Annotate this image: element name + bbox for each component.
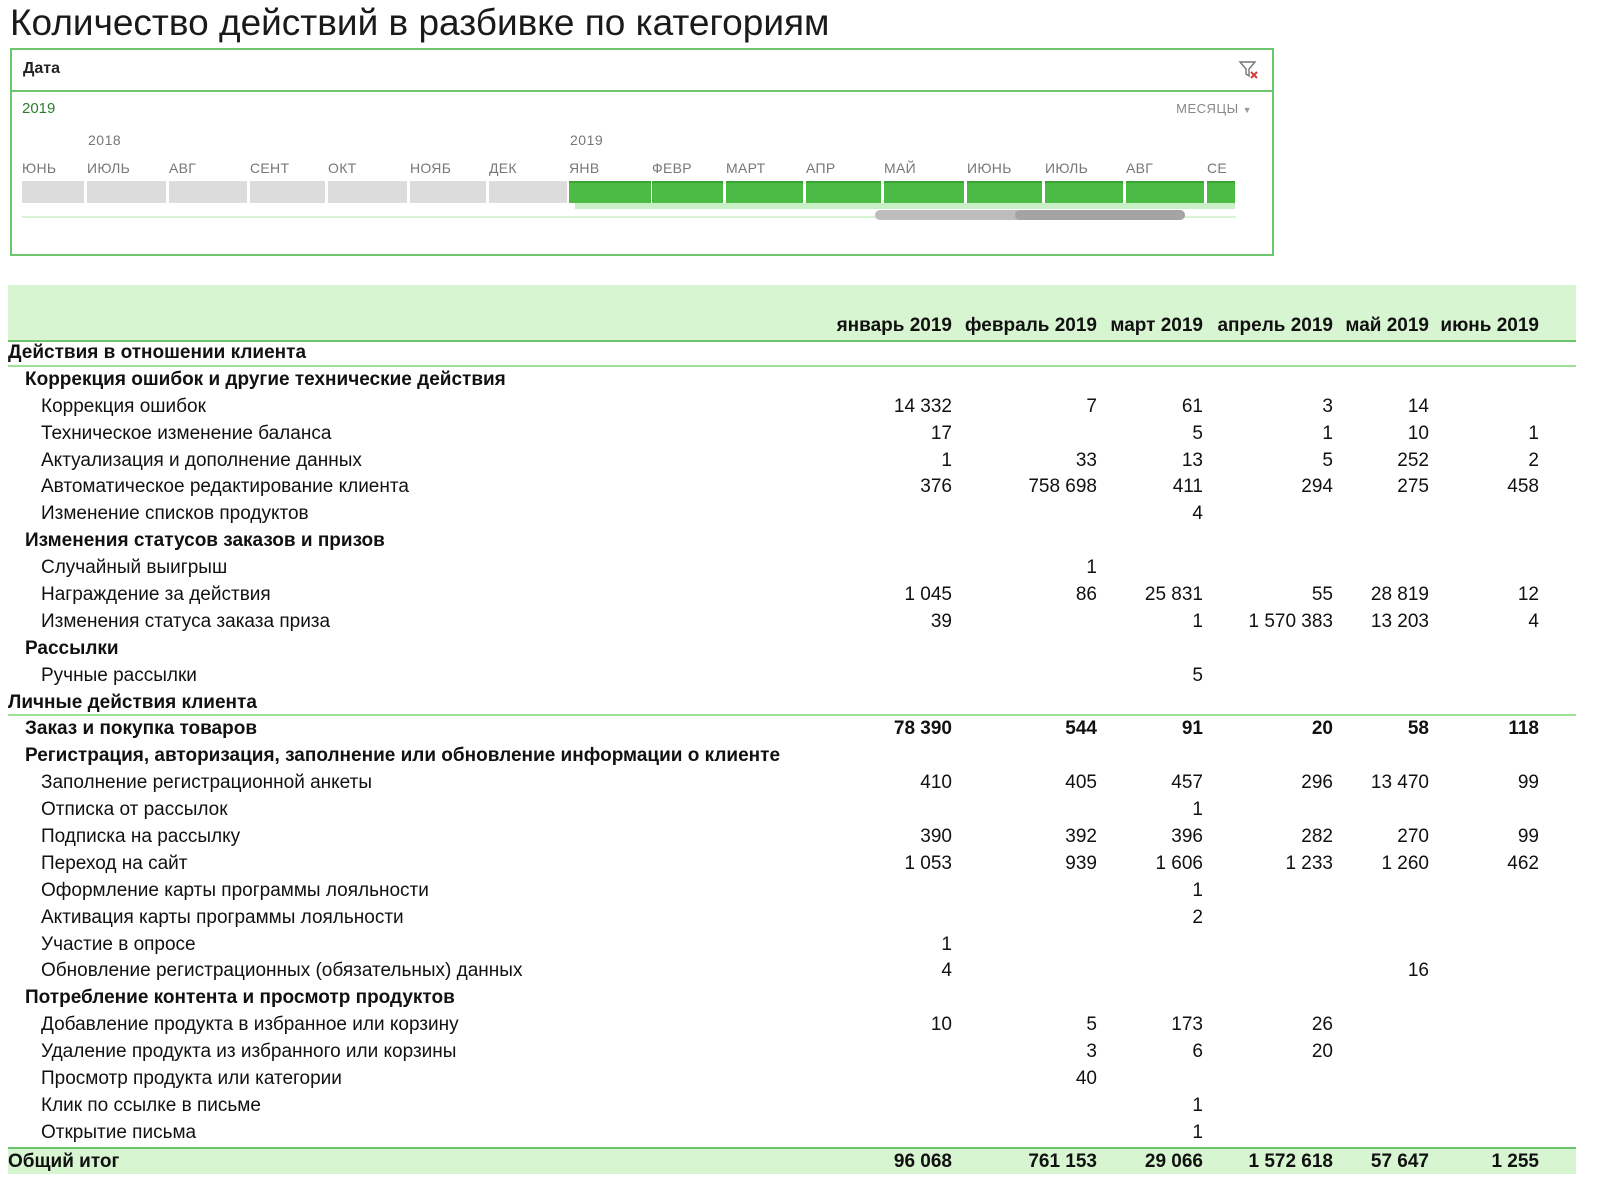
value-cell: 1 045	[904, 584, 952, 606]
value-cell: 1 255	[1491, 1150, 1539, 1172]
year-label-2019: 2019	[570, 132, 604, 148]
selected-period-label: 2019	[22, 100, 56, 117]
timeline-month-cell[interactable]	[22, 181, 84, 203]
value-cell: 13 470	[1370, 772, 1429, 794]
timeline-month-label: АВГ	[169, 160, 197, 176]
value-cell: 7	[1086, 395, 1097, 417]
value-cell: 55	[1311, 584, 1333, 606]
row-label[interactable]: Переход на сайт	[41, 852, 188, 874]
row-label[interactable]: Оформление карты программы лояльности	[41, 879, 429, 901]
value-cell: 1 570 383	[1248, 610, 1333, 632]
value-cell: 1	[1322, 422, 1333, 444]
subcategory-row	[8, 636, 1576, 663]
subcategory-row	[8, 716, 1576, 743]
year-label-2018: 2018	[88, 132, 122, 148]
row-label[interactable]: Отписка от рассылок	[41, 799, 228, 821]
timeline-month-cell[interactable]	[489, 181, 567, 203]
value-cell: 25 831	[1144, 584, 1203, 606]
value-cell: 457	[1171, 772, 1203, 794]
value-cell: 3	[1086, 1041, 1097, 1063]
value-cell: 1	[941, 933, 952, 955]
row-label[interactable]: Добавление продукта в избранное или корзину	[41, 1014, 459, 1036]
value-cell: 29 066	[1144, 1150, 1203, 1172]
time-level-label: МЕСЯЦЫ	[1176, 101, 1239, 116]
value-cell: 61	[1181, 395, 1203, 417]
table-row	[8, 555, 1576, 582]
value-cell: 296	[1301, 772, 1333, 794]
timeline-month-cell[interactable]	[1207, 181, 1235, 203]
category-row	[8, 690, 1576, 717]
value-cell: 57 647	[1370, 1150, 1429, 1172]
row-label[interactable]: Участие в опросе	[41, 933, 196, 955]
row-label[interactable]: Потребление контента и просмотр продуктов	[25, 987, 455, 1009]
value-cell: 1 260	[1381, 852, 1429, 874]
timeline-month-cell[interactable]	[169, 181, 247, 203]
value-cell: 392	[1065, 826, 1097, 848]
value-cell: 376	[920, 476, 952, 498]
timeline-month-label: ИЮНЬ	[967, 160, 1012, 176]
slicer-title: Дата	[23, 60, 61, 77]
timeline-month-label: НОЯБ	[410, 160, 452, 176]
value-cell: 2	[1192, 906, 1203, 928]
timeline-month-label: СЕНТ	[250, 160, 290, 176]
column-header[interactable]: апрель 2019	[1217, 315, 1333, 336]
value-cell: 40	[1075, 1068, 1097, 1090]
row-label[interactable]: Активация карты программы лояльности	[41, 906, 404, 928]
value-cell: 14 332	[893, 395, 952, 417]
value-cell: 2	[1528, 449, 1539, 471]
timeline-month-label: ЯНВ	[569, 160, 600, 176]
row-label[interactable]: Действия в отношении клиента	[8, 342, 307, 363]
value-cell: 118	[1508, 718, 1539, 740]
chevron-down-icon: ▼	[1242, 105, 1252, 115]
row-label[interactable]: Техническое изменение баланса	[41, 422, 332, 444]
table-row	[8, 474, 1576, 501]
value-cell: 26	[1311, 1014, 1333, 1036]
timeline-month-label: ЮНЬ	[22, 160, 57, 176]
timeline-month-label: ОКТ	[328, 160, 357, 176]
grand-total-row	[8, 1147, 1576, 1174]
row-label[interactable]: Автоматическое редактирование клиента	[41, 476, 409, 498]
table-row	[8, 878, 1576, 905]
row-label[interactable]: Коррекция ошибок и другие технические действия	[25, 368, 506, 390]
value-cell: 1	[941, 449, 952, 471]
value-cell: 1	[1192, 1094, 1203, 1116]
table-row	[8, 797, 1576, 824]
timeline-month-cell[interactable]	[410, 181, 486, 203]
row-label[interactable]: Заполнение регистрационной анкеты	[41, 772, 372, 794]
value-cell: 5	[1192, 664, 1203, 686]
table-row	[8, 1120, 1576, 1147]
timeline-month-cell[interactable]	[884, 181, 964, 203]
row-label[interactable]: Обновление регистрационных (обязательных) данных	[41, 960, 523, 982]
timeline-month-cell[interactable]	[967, 181, 1042, 203]
column-header[interactable]: июнь 2019	[1440, 315, 1539, 336]
value-cell: 28 819	[1370, 584, 1429, 606]
row-label[interactable]: Подписка на рассылку	[41, 826, 241, 848]
table-row	[8, 663, 1576, 690]
row-label[interactable]: Удаление продукта из избранного или корзины	[41, 1041, 457, 1063]
value-cell: 1 606	[1155, 852, 1203, 874]
timeline-month-cell[interactable]	[250, 181, 325, 203]
date-timeline-slicer	[10, 48, 1274, 256]
value-cell: 939	[1065, 852, 1097, 874]
value-cell: 761 153	[1028, 1150, 1097, 1172]
value-cell: 405	[1065, 772, 1097, 794]
table-row	[8, 958, 1576, 985]
value-cell: 462	[1507, 852, 1539, 874]
timeline-month-label: ДЕК	[489, 160, 517, 176]
value-cell: 58	[1407, 718, 1429, 740]
column-header[interactable]: январь 2019	[836, 315, 952, 336]
value-cell: 99	[1517, 772, 1539, 794]
pivot-column-header	[8, 285, 1576, 342]
value-cell: 294	[1301, 476, 1333, 498]
value-cell: 173	[1171, 1014, 1203, 1036]
value-cell: 99	[1517, 826, 1539, 848]
table-row	[8, 501, 1576, 528]
timeline-month-label: АВГ	[1126, 160, 1154, 176]
value-cell: 1	[1192, 610, 1203, 632]
row-label[interactable]: Изменение списков продуктов	[41, 503, 309, 525]
value-cell: 758 698	[1028, 476, 1097, 498]
table-row	[8, 851, 1576, 878]
value-cell: 96 068	[893, 1150, 952, 1172]
column-header[interactable]: май 2019	[1345, 315, 1429, 336]
timeline-month-label: АПР	[806, 160, 836, 176]
value-cell: 1	[1192, 799, 1203, 821]
row-label[interactable]: Просмотр продукта или категории	[41, 1068, 342, 1090]
value-cell: 39	[930, 610, 952, 632]
value-cell: 1 053	[904, 852, 952, 874]
table-row	[8, 421, 1576, 448]
timeline-month-cell[interactable]	[569, 181, 651, 203]
value-cell: 1	[1192, 1121, 1203, 1143]
subcategory-row	[8, 367, 1576, 394]
table-row	[8, 905, 1576, 932]
row-label[interactable]: Изменения статуса заказа приза	[41, 610, 331, 632]
value-cell: 1	[1192, 879, 1203, 901]
row-label[interactable]: Награждение за действия	[41, 584, 271, 606]
value-cell: 6	[1192, 1041, 1203, 1063]
value-cell: 13 203	[1370, 610, 1429, 632]
value-cell: 4	[1192, 503, 1203, 525]
table-row	[8, 394, 1576, 421]
timeline-month-cell[interactable]	[726, 181, 803, 203]
subcategory-row	[8, 743, 1576, 770]
subcategory-row	[8, 985, 1576, 1012]
value-cell: 33	[1075, 449, 1097, 471]
value-cell: 5	[1322, 449, 1333, 471]
row-label[interactable]: Рассылки	[25, 637, 119, 659]
table-row	[8, 770, 1576, 797]
row-label[interactable]: Личные действия клиента	[8, 691, 257, 713]
value-cell: 5	[1192, 422, 1203, 444]
value-cell: 1	[1086, 557, 1097, 579]
column-header[interactable]: февраль 2019	[964, 315, 1097, 336]
value-cell: 20	[1311, 718, 1333, 740]
value-cell: 13	[1181, 449, 1203, 471]
value-cell: 86	[1075, 584, 1097, 606]
column-header[interactable]: март 2019	[1110, 315, 1203, 336]
value-cell: 4	[941, 960, 952, 982]
time-level-dropdown[interactable]	[1176, 101, 1252, 116]
timeline-month-label: МАЙ	[884, 160, 916, 176]
clear-filter-icon[interactable]	[1238, 59, 1260, 81]
timeline-month-label: ФЕВР	[652, 160, 692, 176]
value-cell: 4	[1528, 610, 1539, 632]
category-row	[8, 340, 1576, 367]
table-row	[8, 824, 1576, 851]
value-cell: 270	[1397, 826, 1429, 848]
timeline-selection-base	[575, 203, 1235, 209]
page-title: Количество действий в разбивке по категориям	[10, 2, 830, 43]
timeline-month-label: ИЮЛЬ	[87, 160, 131, 176]
value-cell: 12	[1517, 584, 1539, 606]
value-cell: 252	[1397, 449, 1429, 471]
value-cell: 20	[1311, 1041, 1333, 1063]
timeline-month-cell[interactable]	[328, 181, 407, 203]
slicer-header	[12, 50, 1272, 92]
value-cell: 5	[1086, 1014, 1097, 1036]
subcategory-row	[8, 528, 1576, 555]
row-label[interactable]: Регистрация, авторизация, заполнение или обновление информации о клиенте	[25, 745, 781, 767]
value-cell: 78 390	[893, 718, 952, 740]
value-cell: 390	[920, 826, 952, 848]
table-row	[8, 932, 1576, 959]
row-label[interactable]: Ручные рассылки	[41, 664, 197, 686]
value-cell: 1 572 618	[1248, 1150, 1333, 1172]
timeline-month-cell[interactable]	[1126, 181, 1204, 203]
value-cell: 275	[1397, 476, 1429, 498]
value-cell: 458	[1507, 476, 1539, 498]
timeline-month-cell[interactable]	[806, 181, 881, 203]
timeline-month-cell[interactable]	[1045, 181, 1123, 203]
value-cell: 410	[920, 772, 952, 794]
row-label[interactable]: Случайный выигрыш	[41, 557, 228, 579]
table-row	[8, 609, 1576, 636]
value-cell: 411	[1172, 476, 1203, 498]
table-row	[8, 1039, 1576, 1066]
timeline-month-cell[interactable]	[652, 181, 723, 203]
value-cell: 10	[1407, 422, 1429, 444]
row-label[interactable]: Клик по ссылке в письме	[41, 1094, 261, 1116]
timeline-month-label: ИЮЛЬ	[1045, 160, 1089, 176]
timeline-month-label: СЕ	[1207, 160, 1228, 176]
timeline-month-cell[interactable]	[87, 181, 166, 203]
pivot-table-body	[8, 340, 1576, 1174]
table-row	[8, 582, 1576, 609]
row-label[interactable]: Общий итог	[8, 1150, 120, 1172]
row-label[interactable]: Коррекция ошибок	[41, 395, 206, 417]
value-cell: 14	[1407, 395, 1429, 417]
row-label[interactable]: Актуализация и дополнение данных	[41, 449, 362, 471]
row-label[interactable]: Изменения статусов заказов и призов	[25, 530, 385, 552]
value-cell: 3	[1322, 395, 1333, 417]
timeline-month-label: МАРТ	[726, 160, 766, 176]
value-cell: 17	[930, 422, 952, 444]
timeline-scrollbar[interactable]	[875, 210, 1185, 220]
value-cell: 396	[1171, 826, 1203, 848]
table-row	[8, 448, 1576, 475]
timeline-scroll-thumb[interactable]	[1015, 210, 1185, 220]
row-label[interactable]: Открытие письма	[41, 1121, 197, 1143]
table-row	[8, 1066, 1576, 1093]
value-cell: 544	[1065, 718, 1097, 740]
value-cell: 1 233	[1285, 852, 1333, 874]
row-label[interactable]: Заказ и покупка товаров	[25, 718, 257, 740]
value-cell: 91	[1181, 718, 1203, 740]
value-cell: 16	[1407, 960, 1429, 982]
table-row	[8, 1093, 1576, 1120]
value-cell: 1	[1528, 422, 1539, 444]
value-cell: 10	[930, 1014, 952, 1036]
value-cell: 282	[1301, 826, 1333, 848]
table-row	[8, 1012, 1576, 1039]
